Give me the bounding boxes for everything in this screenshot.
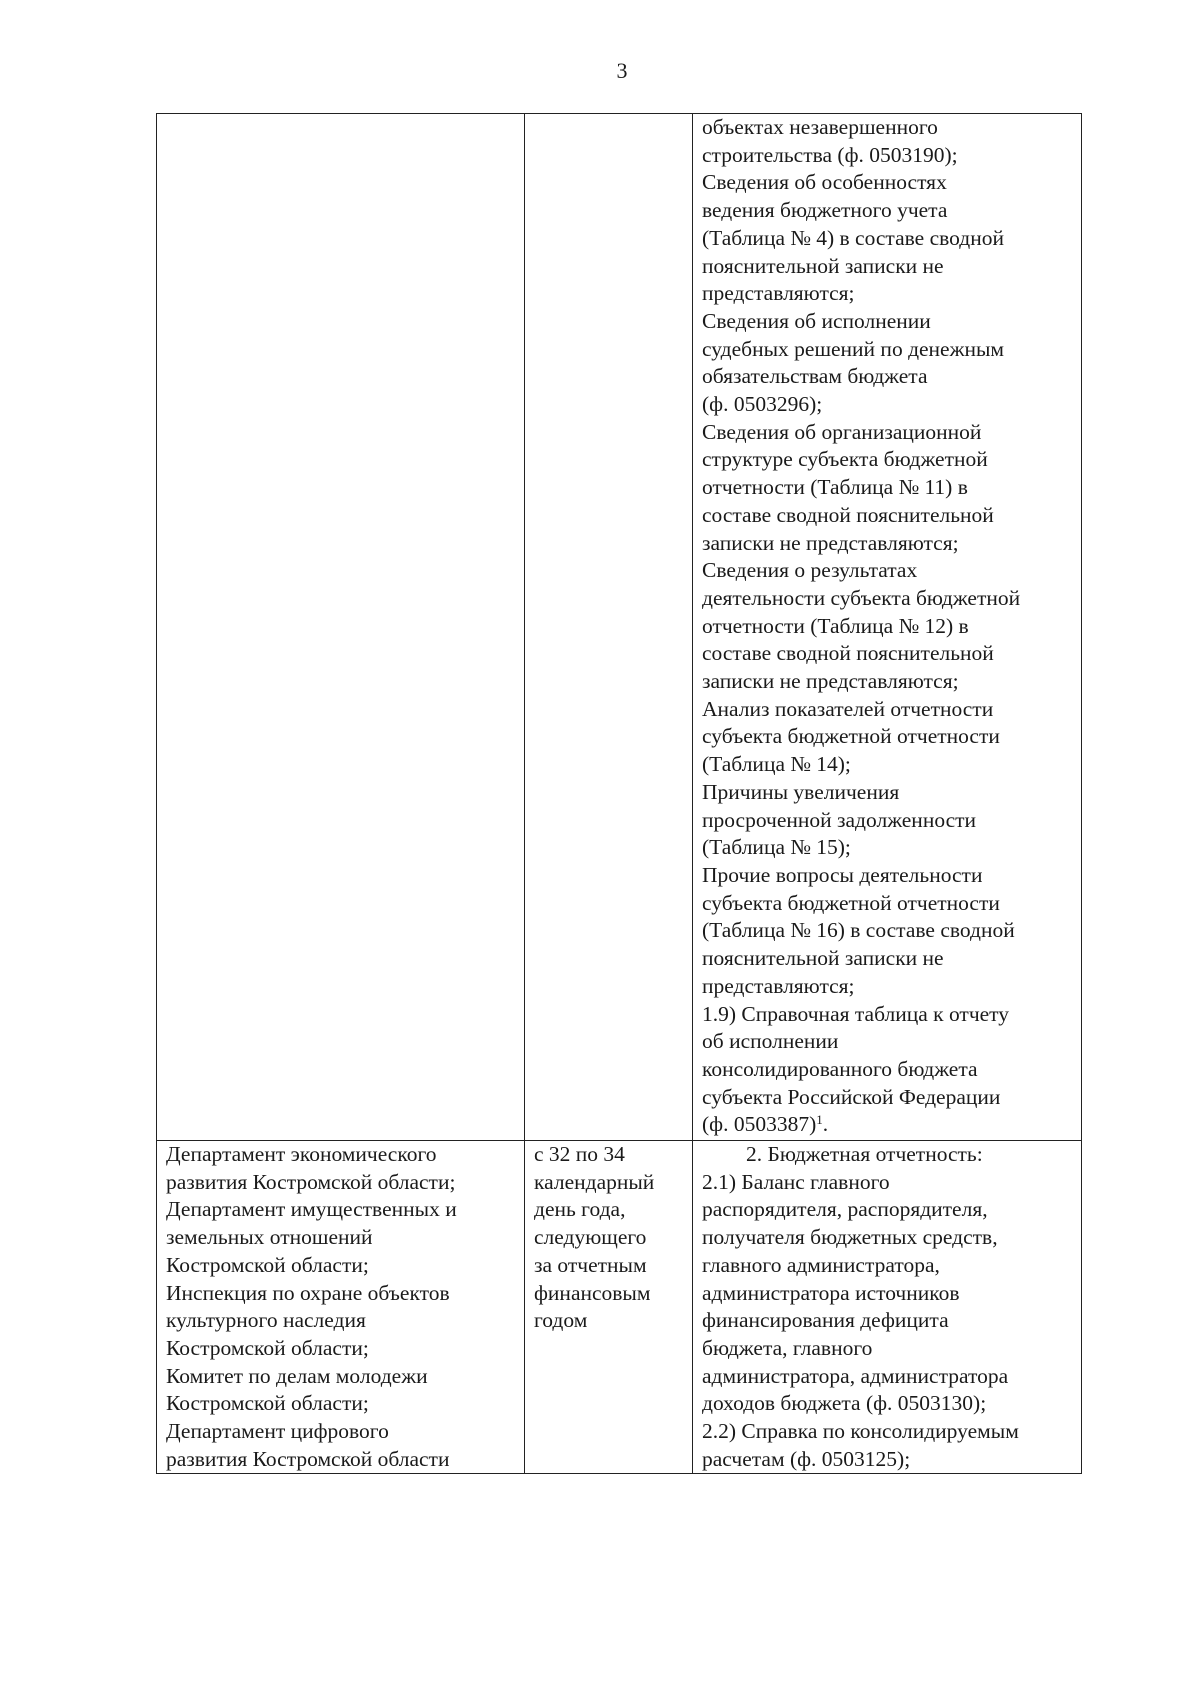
text-line: обязательствам бюджета bbox=[702, 364, 928, 389]
text-line: консолидированного бюджета bbox=[702, 1056, 978, 1081]
text-line: строительства (ф. 0503190); bbox=[702, 142, 958, 167]
text-line: представляются; bbox=[702, 281, 855, 306]
text-line: деятельности субъекта бюджетной bbox=[702, 585, 1021, 610]
text-line: годом bbox=[534, 1308, 588, 1333]
text-line: 2.2) Справка по консолидируемым bbox=[702, 1419, 1019, 1444]
text-line: Прочие вопросы деятельности bbox=[702, 862, 983, 887]
text-line: отчетности (Таблица № 12) в bbox=[702, 613, 969, 638]
text-line: финансовым bbox=[534, 1280, 651, 1305]
section-heading: 2. Бюджетная отчетность: bbox=[746, 1142, 983, 1166]
text-line: представляются; bbox=[702, 973, 855, 998]
text-line: финансирования дефицита bbox=[702, 1308, 949, 1333]
text-line: развития Костромской области; bbox=[166, 1169, 456, 1194]
footnote-marker: 1 bbox=[816, 1112, 823, 1128]
text-line: (Таблица № 15); bbox=[702, 835, 851, 860]
text-line: пояснительной записки не bbox=[702, 253, 944, 278]
text-line: Департамент цифрового bbox=[166, 1419, 389, 1444]
text-line: Комитет по делам молодежи bbox=[166, 1363, 428, 1388]
text-line: субъекта бюджетной отчетности bbox=[702, 890, 1000, 915]
text-line: структуре субъекта бюджетной bbox=[702, 447, 988, 472]
report-form-line: (ф. 0503387)$^1$. bbox=[702, 1112, 829, 1137]
text-line: просроченной задолженности bbox=[702, 807, 977, 832]
text-line: Департамент экономического bbox=[166, 1142, 437, 1166]
text-line: с 32 по 34 bbox=[534, 1142, 625, 1166]
table-row bbox=[157, 114, 1082, 1141]
text-line: Сведения о результатах bbox=[702, 558, 918, 583]
text-line: Анализ показателей отчетности bbox=[702, 696, 994, 721]
text-line: записки не представляются; bbox=[702, 669, 959, 694]
text-line: составе сводной пояснительной bbox=[702, 641, 994, 666]
text-line: администратора источников bbox=[702, 1280, 960, 1305]
text-line: Сведения об исполнении bbox=[702, 308, 931, 333]
table-cell-deadline bbox=[525, 1141, 693, 1474]
text-line: составе сводной пояснительной bbox=[702, 502, 994, 527]
text-line: администратора, администратора bbox=[702, 1363, 1009, 1388]
text-line: Костромской области; bbox=[166, 1252, 369, 1277]
text-line: бюджета, главного bbox=[702, 1335, 873, 1360]
text-line: за отчетным bbox=[534, 1252, 647, 1277]
text-line: развития Костромской области bbox=[166, 1446, 450, 1471]
text-line: день года, bbox=[534, 1197, 626, 1222]
text-line: Сведения об организационной bbox=[702, 419, 982, 444]
text-line: Департамент имущественных и bbox=[166, 1197, 457, 1222]
table-cell-reports bbox=[693, 114, 1082, 1141]
text-line: Костромской области; bbox=[166, 1335, 369, 1360]
table-cell-departments bbox=[157, 1141, 525, 1474]
text-line: пояснительной записки не bbox=[702, 946, 944, 971]
text-line: (Таблица № 16) в составе сводной bbox=[702, 918, 1015, 943]
text-line: доходов бюджета (ф. 0503130); bbox=[702, 1391, 987, 1416]
text-line: земельных отношений bbox=[166, 1225, 373, 1250]
text-line: 1.9) Справочная таблица к отчету bbox=[702, 1001, 1010, 1026]
text-line: культурного наследия bbox=[166, 1308, 366, 1333]
text-line: отчетности (Таблица № 11) в bbox=[702, 475, 968, 500]
table-cell-deadline bbox=[525, 114, 693, 1141]
text-line: Костромской области; bbox=[166, 1391, 369, 1416]
text-line: (Таблица № 14); bbox=[702, 752, 851, 777]
text-line: получателя бюджетных средств, bbox=[702, 1225, 998, 1250]
text-line: об исполнении bbox=[702, 1029, 839, 1054]
text-line: субъекта Российской Федерации bbox=[702, 1084, 1001, 1109]
table-row bbox=[157, 1141, 1082, 1474]
text-line: следующего bbox=[534, 1225, 647, 1250]
page-number: 3 bbox=[616, 58, 628, 83]
text-line: (ф. 0503296); bbox=[702, 392, 823, 417]
text-line: расчетам (ф. 0503125); bbox=[702, 1446, 911, 1471]
text-line: ведения бюджетного учета bbox=[702, 198, 948, 223]
text-line: распорядителя, распорядителя, bbox=[702, 1197, 988, 1222]
text-line: записки не представляются; bbox=[702, 530, 959, 555]
text-line: Причины увеличения bbox=[702, 779, 900, 804]
text-line: (Таблица № 4) в составе сводной bbox=[702, 225, 1004, 250]
table-cell-departments bbox=[157, 114, 525, 1141]
text-line: Сведения об особенностях bbox=[702, 170, 947, 195]
document-table bbox=[156, 113, 1082, 1474]
table-cell-reports bbox=[693, 1141, 1082, 1474]
text-line: главного администратора, bbox=[702, 1252, 940, 1277]
text-line: судебных решений по денежным bbox=[702, 336, 1005, 361]
text-line: календарный bbox=[534, 1169, 655, 1194]
text-line: субъекта бюджетной отчетности bbox=[702, 724, 1000, 749]
text-line: 2.1) Баланс главного bbox=[702, 1169, 890, 1194]
text-line: объектах незавершенного bbox=[702, 115, 938, 139]
text-line: Инспекция по охране объектов bbox=[166, 1280, 450, 1305]
